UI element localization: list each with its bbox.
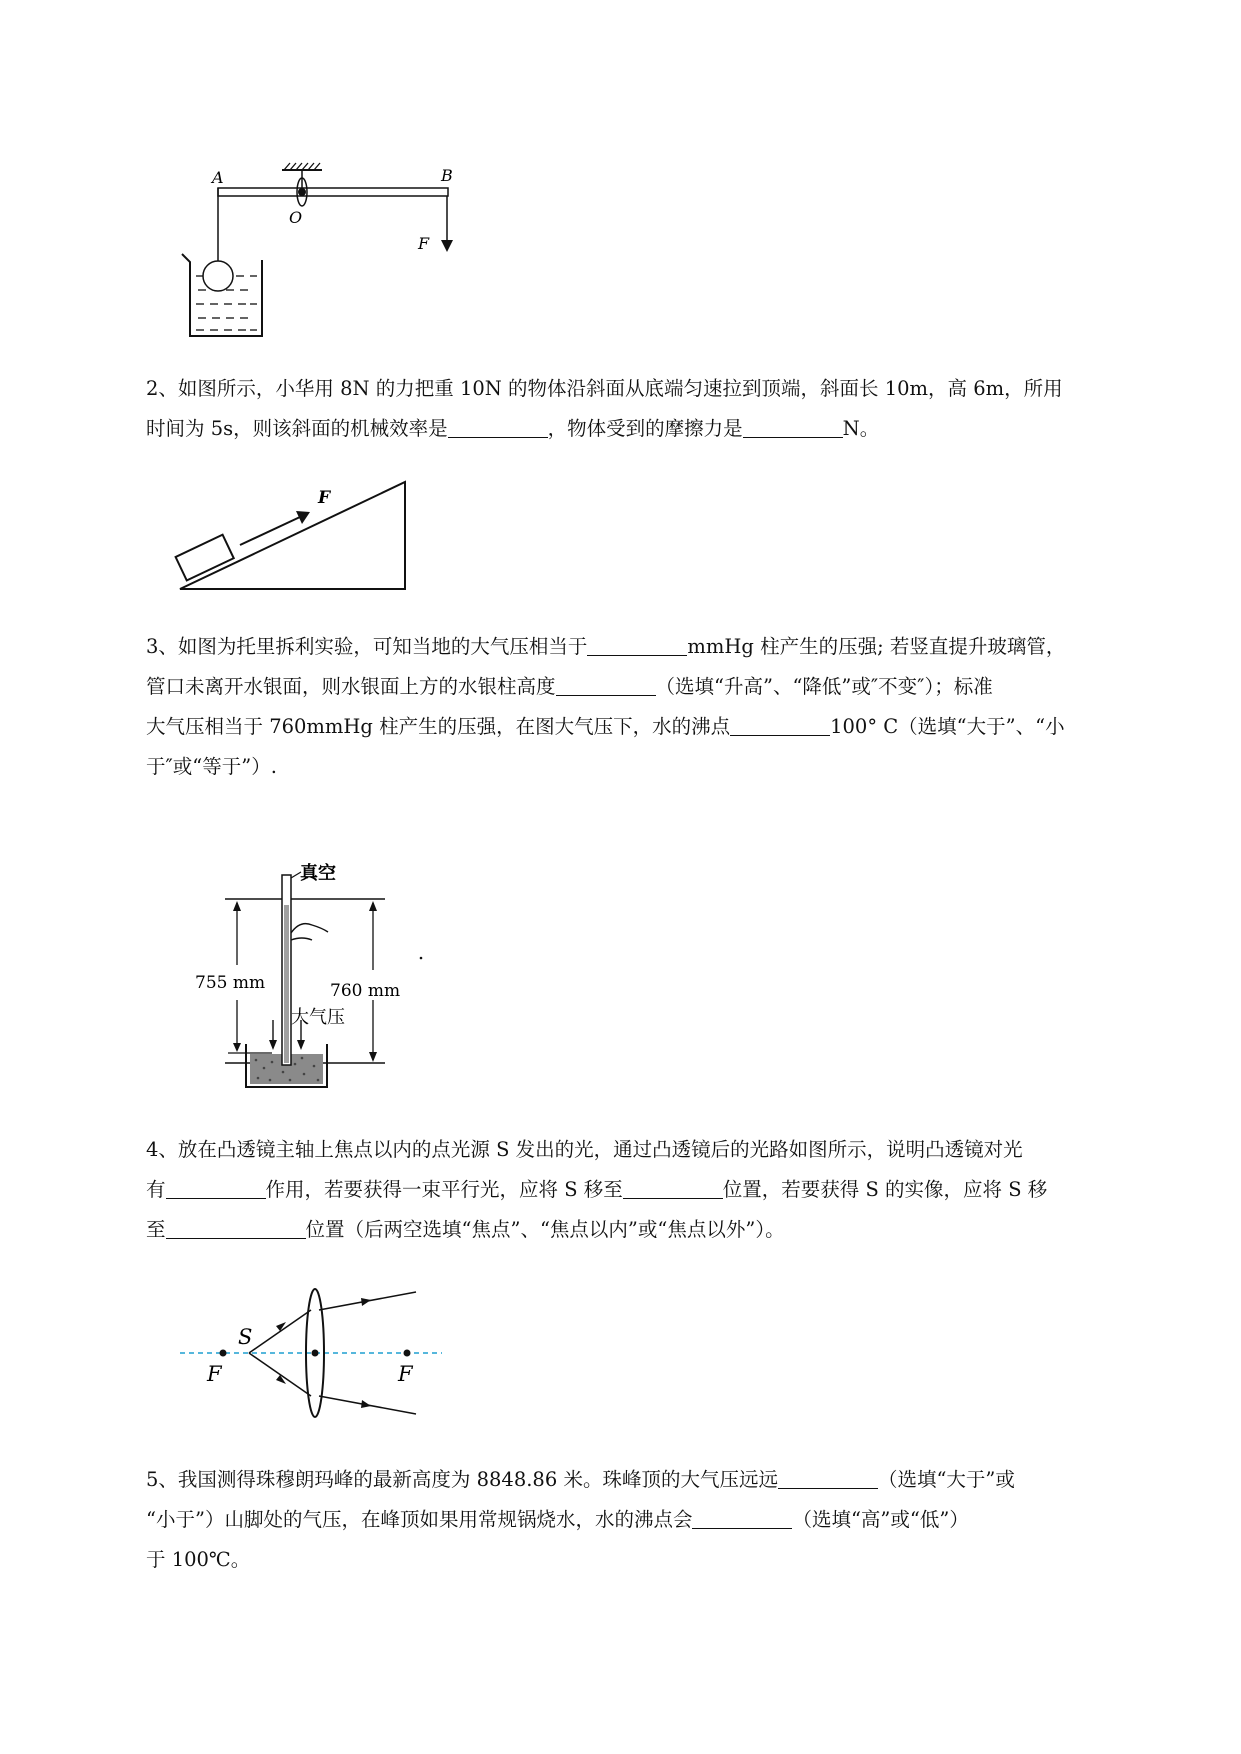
q5-line3: 于 100℃。	[146, 1548, 251, 1571]
q3-line3: 大气压相当于 760mmHg 柱产生的压强，在图大气压下，水的沸点 100° C（选填“大于”、“小	[146, 707, 1146, 747]
focus-label-right: F	[398, 1362, 413, 1386]
answer-blank[interactable]	[778, 1464, 878, 1489]
q3-line1: 3、如图为托里拆利实验，可知当地的大气压相当于 mmHg 柱产生的压强; 若竖直提升玻璃管，	[146, 627, 1146, 667]
focus-label-left: F	[207, 1362, 222, 1386]
q2-line1: 2、如图所示，小华用 8N 的力把重 10N 的物体沿斜面从底端匀速拉到顶端，斜面长 10m，高 6m，所用	[146, 377, 1063, 400]
question-5	[146, 1460, 1146, 1580]
label-o: O	[289, 208, 303, 227]
q2-line2: 时间为 5s，则该斜面的机械效率是 ，物体受到的摩擦力是 N。	[146, 409, 1146, 449]
label-a: A	[212, 168, 224, 187]
q5-line1: 5、我国测得珠穆朗玛峰的最新高度为 8848.86 米。珠峰顶的大气压远远 （选填“大于”或	[146, 1460, 1146, 1500]
vacuum-label: 真空	[300, 863, 336, 884]
q3-line2: 管口未离开水银面，则水银面上方的水银柱高度 （选填“升高”、“降低”或″不变″）；标准	[146, 667, 1146, 707]
q3-line4: 于″或“等于”）.	[146, 755, 277, 778]
atmosphere-label: 大气压	[291, 1007, 345, 1028]
label-755mm: 755 mm	[195, 973, 266, 993]
q4-line1: 4、放在凸透镜主轴上焦点以内的点光源 S 发出的光，通过凸透镜后的光路如图所示，说明凸透镜对光	[146, 1138, 1023, 1161]
q5-line2: “小于”）山脚处的气压，在峰顶如果用常规锅烧水，水的沸点会 （选填“高”或“低”）	[146, 1500, 1146, 1540]
source-label-s: S	[238, 1325, 253, 1349]
label-f: F	[418, 234, 430, 253]
label-b: B	[441, 166, 453, 185]
q4-line3: 至 位置（后两空选填“焦点”、“焦点以内”或“焦点以外”）。	[146, 1210, 1146, 1250]
incline-label-f: F	[318, 488, 331, 508]
label-760mm: 760 mm	[330, 981, 401, 1001]
q4-line2: 有 作用，若要获得一束平行光，应将 S 移至 位置，若要获得 S 的实像，应将 S 移	[146, 1170, 1146, 1210]
answer-blank[interactable]	[692, 1504, 792, 1529]
